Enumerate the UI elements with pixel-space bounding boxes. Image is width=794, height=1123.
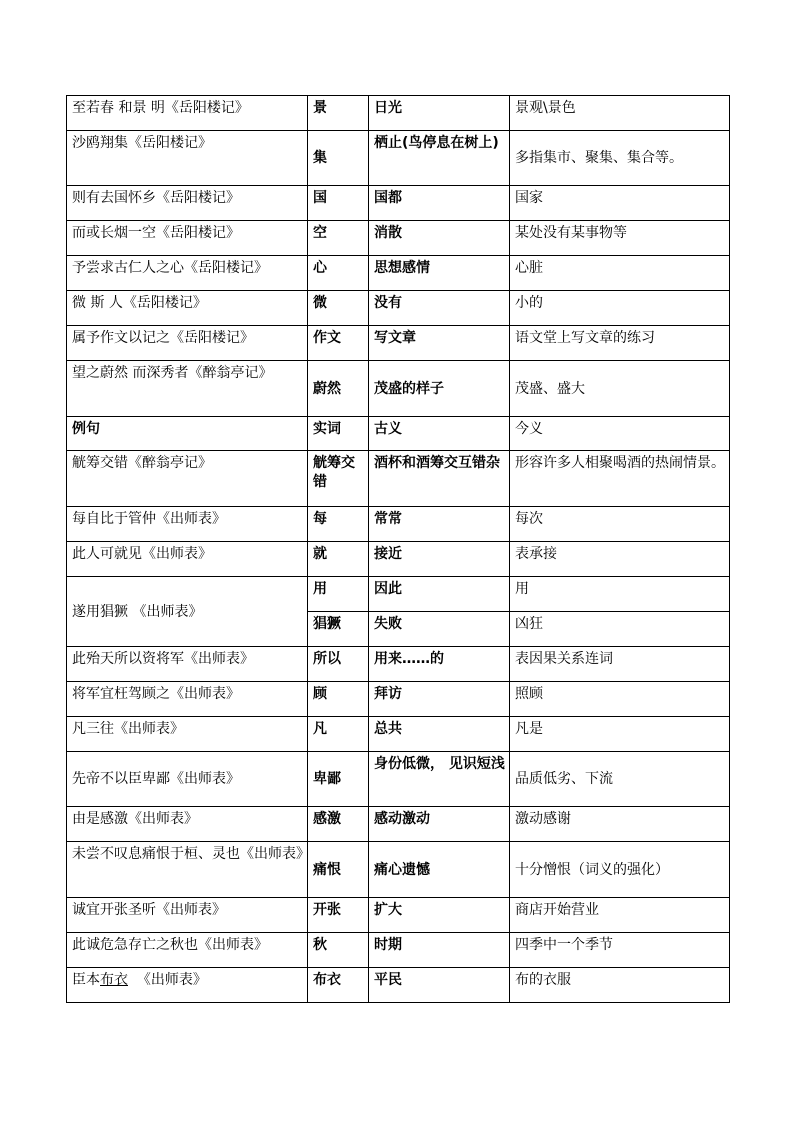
header-row [67,417,730,451]
example-cell: 遂用猖獗 《出师表》 [67,577,308,647]
ancient-meaning-cell: 常常 [369,507,510,542]
example-cell: 至若春 和景 明《岳阳楼记》 [67,96,308,131]
word-cell: 所以 [308,647,369,682]
word-cell: 蔚然 [308,361,369,417]
table-row [67,717,730,752]
ancient-meaning-cell: 日光 [369,96,510,131]
ancient-meaning-cell: 因此 [369,577,510,612]
modern-meaning-cell: 某处没有某事物等 [510,221,730,256]
table-row [67,682,730,717]
word-cell: 感激 [308,807,369,842]
word-cell: 卑鄙 [308,752,369,807]
word-cell: 凡 [308,717,369,752]
modern-meaning-cell: 小的 [510,291,730,326]
modern-meaning-cell: 国家 [510,186,730,221]
header-modern-meaning: 今义 [510,417,730,451]
ancient-meaning-cell: 酒杯和酒筹交互错杂 [369,451,510,507]
modern-meaning-cell: 茂盛、盛大 [510,361,730,417]
word-cell: 景 [308,96,369,131]
ancient-meaning-cell: 拜访 [369,682,510,717]
example-cell: 属予作文以记之《岳阳楼记》 [67,326,308,361]
example-cell: 每自比于管仲《出师表》 [67,507,308,542]
example-cell: 则有去国怀乡《岳阳楼记》 [67,186,308,221]
ancient-meaning-cell: 痛心遗憾 [369,842,510,898]
modern-meaning-cell: 十分憎恨（词义的强化） [510,842,730,898]
example-prefix: 臣本 [72,972,100,988]
header-ancient-meaning: 古义 [369,417,510,451]
table-row [67,842,730,898]
modern-meaning-cell: 四季中一个季节 [510,933,730,968]
ancient-meaning-cell: 接近 [369,542,510,577]
modern-meaning-cell: 用 [510,577,730,612]
table-row [67,807,730,842]
example-cell: 微 斯 人《岳阳楼记》 [67,291,308,326]
ancient-meaning-cell: 平民 [369,968,510,1003]
word-cell: 集 [308,131,369,186]
word-cell: 觥筹交错 [308,451,369,507]
example-cell: 由是感激《出师表》 [67,807,308,842]
table-row [67,968,730,1003]
modern-meaning-cell: 品质低劣、下流 [510,752,730,807]
modern-meaning-cell: 表因果关系连词 [510,647,730,682]
example-cell: 诚宜开张圣听《出师表》 [67,898,308,933]
example-cell: 沙鸥翔集《岳阳楼记》 [67,131,308,186]
ancient-meaning-cell: 感动激动 [369,807,510,842]
table-row [67,507,730,542]
table-row [67,361,730,417]
table-row [67,221,730,256]
word-cell: 开张 [308,898,369,933]
example-cell: 未尝不叹息痛恨于桓、灵也《出师表》 [67,842,308,898]
word-cell: 每 [308,507,369,542]
ancient-meaning-cell: 国都 [369,186,510,221]
modern-meaning-cell: 景观\景色 [510,96,730,131]
table-row [67,752,730,807]
modern-meaning-cell: 凶狂 [510,612,730,647]
example-cell: 将军宜枉驾顾之《出师表》 [67,682,308,717]
modern-meaning-cell: 凡是 [510,717,730,752]
table-row [67,131,730,186]
modern-meaning-cell: 布的衣服 [510,968,730,1003]
example-cell: 予尝求古仁人之心《岳阳楼记》 [67,256,308,291]
example-cell: 此人可就见《出师表》 [67,542,308,577]
ancient-meaning-cell: 总共 [369,717,510,752]
table-row [67,326,730,361]
modern-meaning-cell: 语文堂上写文章的练习 [510,326,730,361]
vocabulary-table [66,95,730,1003]
word-cell: 就 [308,542,369,577]
modern-meaning-cell: 心脏 [510,256,730,291]
ancient-meaning-cell: 没有 [369,291,510,326]
table-row [67,647,730,682]
word-cell: 空 [308,221,369,256]
header-word: 实词 [308,417,369,451]
example-cell [67,968,308,1003]
table-row [67,256,730,291]
example-cell: 此殆天所以资将军《出师表》 [67,647,308,682]
word-cell: 作文 [308,326,369,361]
ancient-meaning-cell: 身份低微， 见识短浅 [369,752,510,807]
ancient-meaning-cell: 栖止(鸟停息在树上) [369,131,510,186]
modern-meaning-cell: 多指集市、聚集、集合等。 [510,131,730,186]
modern-meaning-cell: 每次 [510,507,730,542]
header-example: 例句 [67,417,308,451]
example-cell: 凡三往《出师表》 [67,717,308,752]
table-row [67,186,730,221]
ancient-meaning-cell: 消散 [369,221,510,256]
word-cell: 国 [308,186,369,221]
word-cell: 秋 [308,933,369,968]
table-row [67,933,730,968]
ancient-meaning-cell: 用来……的 [369,647,510,682]
word-cell: 心 [308,256,369,291]
word-cell: 布衣 [308,968,369,1003]
example-cell: 而或长烟一空《岳阳楼记》 [67,221,308,256]
example-cell: 望之蔚然 而深秀者《醉翁亭记》 [67,361,308,417]
ancient-meaning-cell: 茂盛的样子 [369,361,510,417]
ancient-meaning-cell: 扩大 [369,898,510,933]
example-suffix: 《出师表》 [128,972,207,988]
modern-meaning-cell: 表承接 [510,542,730,577]
table-row [67,898,730,933]
modern-meaning-cell: 激动感谢 [510,807,730,842]
word-cell: 猖獗 [308,612,369,647]
underlined-word: 布衣 [100,972,128,988]
word-cell: 用 [308,577,369,612]
ancient-meaning-cell: 思想感情 [369,256,510,291]
table-row [67,542,730,577]
modern-meaning-cell: 形容许多人相聚喝酒的热闹情景。 [510,451,730,507]
example-cell: 先帝不以臣卑鄙《出师表》 [67,752,308,807]
ancient-meaning-cell: 时期 [369,933,510,968]
table-row [67,451,730,507]
word-cell: 微 [308,291,369,326]
word-cell: 顾 [308,682,369,717]
example-cell: 觥筹交错《醉翁亭记》 [67,451,308,507]
table-row [67,96,730,131]
table-row [67,291,730,326]
ancient-meaning-cell: 写文章 [369,326,510,361]
ancient-meaning-cell: 失败 [369,612,510,647]
table-row [67,577,730,612]
modern-meaning-cell: 商店开始营业 [510,898,730,933]
modern-meaning-cell: 照顾 [510,682,730,717]
word-cell: 痛恨 [308,842,369,898]
example-cell: 此诚危急存亡之秋也《出师表》 [67,933,308,968]
